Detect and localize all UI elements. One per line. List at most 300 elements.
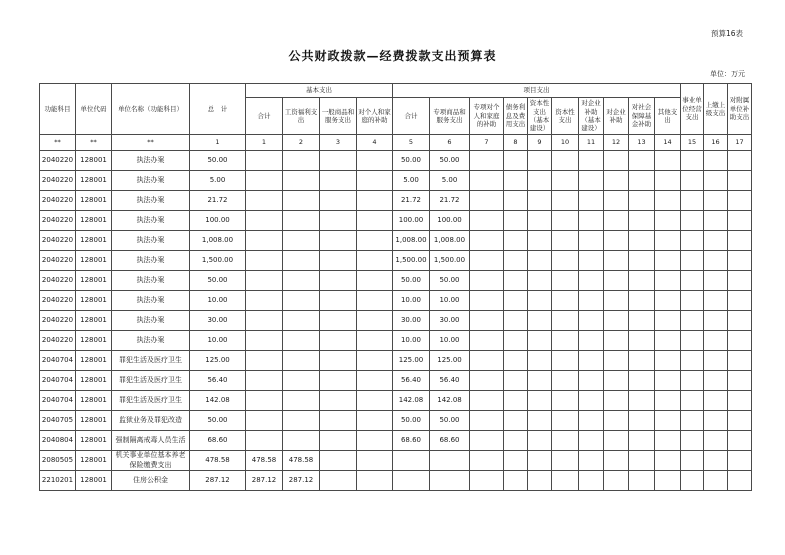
value-cell: [629, 291, 655, 311]
table-row: [40, 291, 752, 311]
value-cell: [728, 271, 752, 291]
value-cell: 478.58: [283, 451, 320, 471]
value-cell: [357, 471, 393, 491]
value-cell: [629, 231, 655, 251]
value-cell: [681, 171, 704, 191]
value-cell: [728, 171, 752, 191]
value-cell: [357, 211, 393, 231]
value-cell: [728, 151, 752, 171]
value-cell: [704, 331, 728, 351]
value-cell: [283, 271, 320, 291]
value-cell: [704, 391, 728, 411]
value-cell: [504, 411, 528, 431]
value-cell: 478.58: [190, 451, 246, 471]
value-cell: 50.00: [430, 271, 470, 291]
value-cell: 10.00: [430, 291, 470, 311]
value-cell: [246, 371, 283, 391]
value-cell: [246, 251, 283, 271]
value-cell: [283, 231, 320, 251]
value-cell: [655, 351, 681, 371]
table-row: [40, 351, 752, 371]
header-capital-expenditure-construction: 资本性支出（基本建设）: [528, 98, 552, 135]
value-cell: [681, 331, 704, 351]
value-cell: [552, 311, 579, 331]
unit-code-cell: 128001: [76, 211, 112, 231]
value-cell: [655, 191, 681, 211]
unit-name-cell: 执法办案: [112, 331, 190, 351]
header-social-security-fund-subsidy: 对社会保障基金补助: [629, 98, 655, 135]
value-cell: [579, 251, 604, 271]
header-capital-expenditure: 资本性支出: [552, 98, 579, 135]
func-code-cell: 2080505: [40, 451, 76, 471]
header-wage-welfare: 工资福利支出: [283, 98, 320, 135]
value-cell: [579, 451, 604, 471]
value-cell: [357, 431, 393, 451]
value-cell: 1,500.00: [393, 251, 430, 271]
unit-name-cell: 执法办案: [112, 311, 190, 331]
value-cell: 10.00: [190, 291, 246, 311]
value-cell: [552, 351, 579, 371]
value-cell: 1,008.00: [393, 231, 430, 251]
value-cell: [470, 211, 504, 231]
value-cell: [470, 271, 504, 291]
header-enterprise-subsidy-construction: 对企业补助（基本建设）: [579, 98, 604, 135]
value-cell: [681, 211, 704, 231]
table-row: [40, 391, 752, 411]
page-title: 公共财政拨款—经费拨款支出预算表: [288, 49, 497, 63]
table-row: [40, 451, 752, 471]
value-cell: [552, 291, 579, 311]
value-cell: 100.00: [393, 211, 430, 231]
value-cell: 100.00: [430, 211, 470, 231]
unit-name-cell: 执法办案: [112, 211, 190, 231]
value-cell: [320, 411, 357, 431]
value-cell: [504, 271, 528, 291]
func-code-cell: 2040220: [40, 311, 76, 331]
value-cell: [704, 431, 728, 451]
func-code-cell: 2040704: [40, 371, 76, 391]
unit-code-cell: 128001: [76, 431, 112, 451]
value-cell: [604, 311, 629, 331]
unit-code-cell: 128001: [76, 231, 112, 251]
value-cell: [704, 351, 728, 371]
value-cell: [470, 371, 504, 391]
value-cell: [629, 211, 655, 231]
value-cell: [470, 351, 504, 371]
value-cell: [552, 411, 579, 431]
value-cell: [604, 471, 629, 491]
value-cell: [629, 251, 655, 271]
unit-code-cell: 128001: [76, 391, 112, 411]
value-cell: [246, 211, 283, 231]
func-code-cell: 2040704: [40, 391, 76, 411]
value-cell: [504, 231, 528, 251]
value-cell: [504, 431, 528, 451]
value-cell: [604, 391, 629, 411]
value-cell: [728, 191, 752, 211]
func-code-cell: 2040220: [40, 191, 76, 211]
value-cell: [552, 211, 579, 231]
column-index-cell: 4: [357, 135, 393, 151]
header-special-individual-family: 专项对个人和家庭的补助: [470, 98, 504, 135]
value-cell: [470, 291, 504, 311]
table-row: [40, 231, 752, 251]
value-cell: [283, 371, 320, 391]
value-cell: [655, 431, 681, 451]
unit-code-cell: 128001: [76, 331, 112, 351]
value-cell: [357, 191, 393, 211]
value-cell: [655, 271, 681, 291]
value-cell: 21.72: [190, 191, 246, 211]
table-row: [40, 191, 752, 211]
value-cell: [629, 191, 655, 211]
value-cell: 125.00: [393, 351, 430, 371]
func-code-cell: 2040704: [40, 351, 76, 371]
value-cell: 50.00: [190, 271, 246, 291]
value-cell: 10.00: [393, 291, 430, 311]
unit-name-cell: 执法办案: [112, 191, 190, 211]
column-index-cell: 10: [552, 135, 579, 151]
value-cell: [320, 391, 357, 411]
value-cell: [704, 291, 728, 311]
value-cell: [681, 251, 704, 271]
value-cell: [283, 211, 320, 231]
value-cell: [629, 311, 655, 331]
value-cell: [430, 451, 470, 471]
header-debt-interest-fees: 债务利息及费用支出: [504, 98, 528, 135]
func-code-cell: 2210201: [40, 471, 76, 491]
value-cell: [704, 271, 728, 291]
value-cell: [629, 271, 655, 291]
value-cell: [704, 231, 728, 251]
value-cell: [504, 331, 528, 351]
value-cell: 10.00: [190, 331, 246, 351]
value-cell: [604, 411, 629, 431]
value-cell: [528, 451, 552, 471]
value-cell: [283, 391, 320, 411]
unit-name-cell: 强制隔离戒毒人员生活: [112, 431, 190, 451]
func-code-cell: 2040220: [40, 231, 76, 251]
value-cell: [681, 411, 704, 431]
unit-of-measure-note: 单位：万元: [710, 70, 745, 78]
value-cell: [320, 451, 357, 471]
column-index-cell: 15: [681, 135, 704, 151]
value-cell: [504, 251, 528, 271]
table-row: [40, 211, 752, 231]
unit-name-cell: 执法办案: [112, 151, 190, 171]
value-cell: 68.60: [190, 431, 246, 451]
value-cell: [470, 331, 504, 351]
value-cell: [579, 211, 604, 231]
header-special-goods-services: 专项商品和服务支出: [430, 98, 470, 135]
value-cell: [655, 391, 681, 411]
value-cell: [655, 151, 681, 171]
value-cell: [283, 351, 320, 371]
value-cell: [604, 211, 629, 231]
table-row: [40, 431, 752, 451]
value-cell: [320, 431, 357, 451]
value-cell: [470, 251, 504, 271]
value-cell: [320, 211, 357, 231]
value-cell: [681, 311, 704, 331]
func-code-cell: 2040220: [40, 251, 76, 271]
value-cell: 1,008.00: [190, 231, 246, 251]
value-cell: [704, 451, 728, 471]
table-row: [40, 331, 752, 351]
value-cell: [528, 271, 552, 291]
value-cell: [357, 371, 393, 391]
unit-code-cell: 128001: [76, 371, 112, 391]
value-cell: 5.00: [393, 171, 430, 191]
value-cell: [579, 331, 604, 351]
func-code-cell: 2040705: [40, 411, 76, 431]
func-code-cell: 2040220: [40, 151, 76, 171]
header-group-project-expenditure: 项目支出: [393, 84, 681, 98]
value-cell: [604, 351, 629, 371]
column-index-cell: 14: [655, 135, 681, 151]
value-cell: [629, 171, 655, 191]
value-cell: [528, 231, 552, 251]
value-cell: [357, 411, 393, 431]
value-cell: [704, 371, 728, 391]
unit-name-cell: 执法办案: [112, 171, 190, 191]
unit-name-cell: 执法办案: [112, 271, 190, 291]
value-cell: 100.00: [190, 211, 246, 231]
value-cell: 50.00: [393, 271, 430, 291]
value-cell: [320, 331, 357, 351]
value-cell: [357, 331, 393, 351]
value-cell: [470, 391, 504, 411]
table-header: [40, 84, 752, 151]
value-cell: [357, 291, 393, 311]
value-cell: [528, 171, 552, 191]
value-cell: [357, 171, 393, 191]
value-cell: [552, 251, 579, 271]
value-cell: [579, 431, 604, 451]
value-cell: [655, 471, 681, 491]
value-cell: [604, 191, 629, 211]
value-cell: [629, 411, 655, 431]
value-cell: 68.60: [393, 431, 430, 451]
value-cell: [629, 331, 655, 351]
value-cell: [681, 431, 704, 451]
table-row: [40, 171, 752, 191]
value-cell: [528, 311, 552, 331]
value-cell: [655, 451, 681, 471]
value-cell: 1,500.00: [430, 251, 470, 271]
column-index-cell: 5: [393, 135, 430, 151]
value-cell: [357, 151, 393, 171]
budget-table: [39, 83, 752, 491]
value-cell: 287.12: [283, 471, 320, 491]
value-cell: [552, 471, 579, 491]
value-cell: [579, 231, 604, 251]
value-cell: 142.08: [190, 391, 246, 411]
unit-code-cell: 128001: [76, 271, 112, 291]
value-cell: [655, 211, 681, 231]
column-index-cell: 1: [190, 135, 246, 151]
header-group-row: [40, 84, 752, 98]
value-cell: [728, 311, 752, 331]
value-cell: [552, 391, 579, 411]
value-cell: [552, 231, 579, 251]
value-cell: [470, 151, 504, 171]
value-cell: [655, 171, 681, 191]
value-cell: [504, 391, 528, 411]
value-cell: 125.00: [430, 351, 470, 371]
func-code-cell: 2040220: [40, 271, 76, 291]
column-index-cell: 9: [528, 135, 552, 151]
value-cell: [704, 191, 728, 211]
value-cell: [246, 331, 283, 351]
unit-code-cell: 128001: [76, 171, 112, 191]
value-cell: [629, 151, 655, 171]
value-cell: 21.72: [393, 191, 430, 211]
value-cell: [246, 191, 283, 211]
value-cell: 50.00: [393, 411, 430, 431]
value-cell: 5.00: [190, 171, 246, 191]
value-cell: [704, 171, 728, 191]
value-cell: [357, 231, 393, 251]
value-cell: 50.00: [190, 411, 246, 431]
value-cell: 50.00: [393, 151, 430, 171]
header-subsidiary-subsidy: 对附属单位补助支出: [728, 84, 752, 135]
value-cell: [579, 311, 604, 331]
table-row: [40, 411, 752, 431]
value-cell: [579, 191, 604, 211]
unit-name-cell: 罪犯生活及医疗卫生: [112, 351, 190, 371]
unit-code-cell: 128001: [76, 411, 112, 431]
value-cell: [470, 191, 504, 211]
value-cell: [629, 471, 655, 491]
value-cell: [681, 191, 704, 211]
value-cell: [504, 351, 528, 371]
value-cell: [283, 431, 320, 451]
value-cell: [528, 251, 552, 271]
value-cell: [504, 371, 528, 391]
value-cell: [704, 411, 728, 431]
value-cell: [470, 231, 504, 251]
value-cell: [283, 311, 320, 331]
value-cell: [246, 391, 283, 411]
value-cell: [579, 171, 604, 191]
header-unit-name: 单位名称（功能科目）: [112, 84, 190, 135]
value-cell: 30.00: [430, 311, 470, 331]
value-cell: [579, 271, 604, 291]
unit-code-cell: 128001: [76, 471, 112, 491]
value-cell: [246, 431, 283, 451]
value-cell: [681, 351, 704, 371]
column-index-cell: **: [112, 135, 190, 151]
value-cell: [552, 371, 579, 391]
value-cell: [629, 391, 655, 411]
header-enterprise-subsidy: 对企业补助: [604, 98, 629, 135]
value-cell: [528, 191, 552, 211]
value-cell: [283, 151, 320, 171]
value-cell: 5.00: [430, 171, 470, 191]
value-cell: [528, 371, 552, 391]
value-cell: [655, 251, 681, 271]
value-cell: [528, 211, 552, 231]
value-cell: [246, 311, 283, 331]
value-cell: 142.08: [393, 391, 430, 411]
value-cell: [283, 411, 320, 431]
column-index-cell: 13: [629, 135, 655, 151]
value-cell: [655, 231, 681, 251]
value-cell: [629, 351, 655, 371]
header-basic-subtotal: 合计: [246, 98, 283, 135]
column-index-cell: 6: [430, 135, 470, 151]
header-grand-total: 总 计: [190, 84, 246, 135]
unit-code-cell: 128001: [76, 151, 112, 171]
value-cell: [504, 311, 528, 331]
value-cell: [283, 191, 320, 211]
value-cell: [528, 291, 552, 311]
unit-code-cell: 128001: [76, 351, 112, 371]
column-index-cell: **: [40, 135, 76, 151]
value-cell: [552, 331, 579, 351]
value-cell: [504, 211, 528, 231]
value-cell: [579, 471, 604, 491]
value-cell: 30.00: [393, 311, 430, 331]
header-business-unit-operating: 事业单位经营支出: [681, 84, 704, 135]
value-cell: [681, 371, 704, 391]
value-cell: [320, 311, 357, 331]
unit-code-cell: 128001: [76, 311, 112, 331]
unit-code-cell: 128001: [76, 191, 112, 211]
value-cell: [728, 251, 752, 271]
func-code-cell: 2040220: [40, 211, 76, 231]
value-cell: [728, 431, 752, 451]
value-cell: [357, 251, 393, 271]
value-cell: [604, 231, 629, 251]
value-cell: [655, 371, 681, 391]
value-cell: [604, 251, 629, 271]
value-cell: [681, 271, 704, 291]
value-cell: [728, 451, 752, 471]
value-cell: [579, 391, 604, 411]
value-cell: [246, 291, 283, 311]
value-cell: [579, 371, 604, 391]
unit-code-cell: 128001: [76, 291, 112, 311]
value-cell: [246, 351, 283, 371]
value-cell: [283, 331, 320, 351]
value-cell: [604, 291, 629, 311]
value-cell: [728, 351, 752, 371]
value-cell: [604, 271, 629, 291]
value-cell: [629, 371, 655, 391]
value-cell: [604, 431, 629, 451]
value-cell: [728, 391, 752, 411]
value-cell: [579, 351, 604, 371]
value-cell: [552, 431, 579, 451]
unit-name-cell: 监狱业务及罪犯改造: [112, 411, 190, 431]
value-cell: 50.00: [430, 151, 470, 171]
header-group-basic-expenditure: 基本支出: [246, 84, 393, 98]
value-cell: 142.08: [430, 391, 470, 411]
value-cell: 287.12: [190, 471, 246, 491]
value-cell: 30.00: [190, 311, 246, 331]
value-cell: [552, 191, 579, 211]
value-cell: [655, 311, 681, 331]
column-index-cell: 3: [320, 135, 357, 151]
column-index-row: [40, 135, 752, 151]
unit-name-cell: 住房公积金: [112, 471, 190, 491]
value-cell: [283, 291, 320, 311]
value-cell: [320, 251, 357, 271]
column-index-cell: 12: [604, 135, 629, 151]
column-index-cell: 16: [704, 135, 728, 151]
